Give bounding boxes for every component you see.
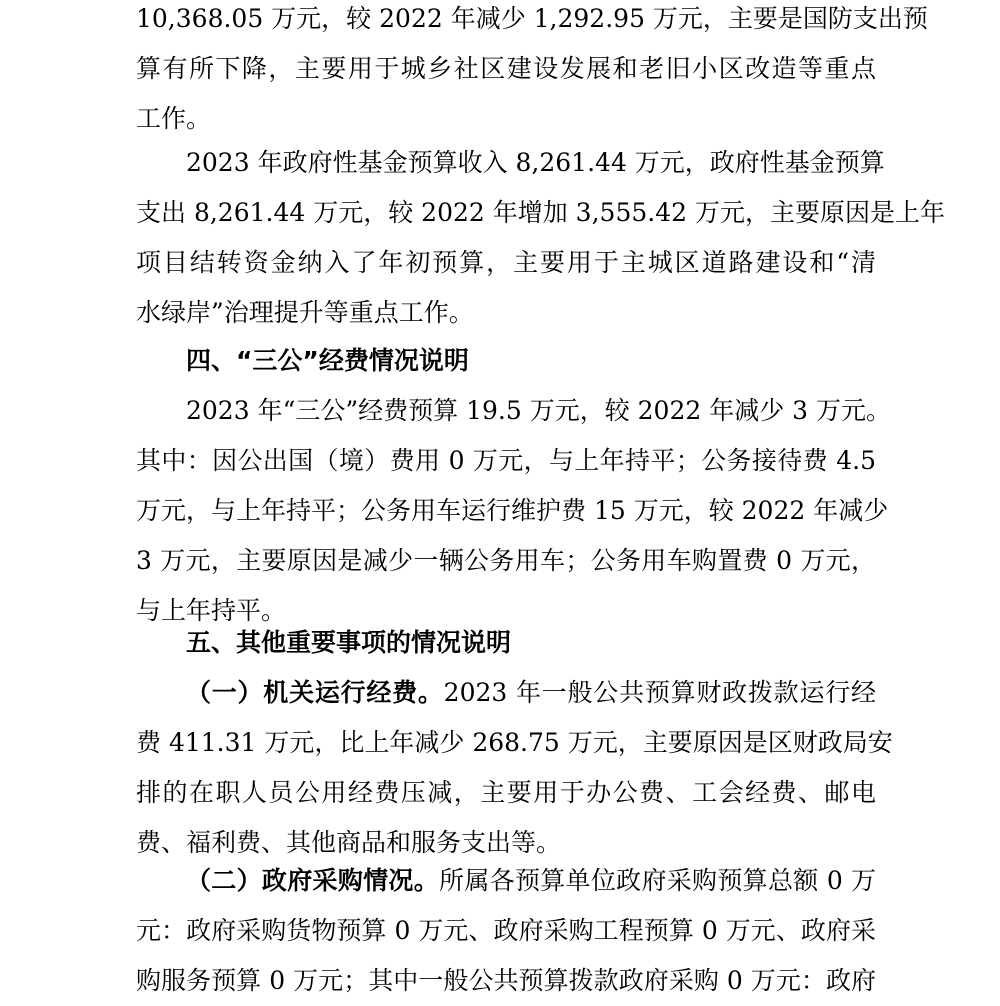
text-line: 元：政府采购货物预算 0 万元、政府采购工程预算 0 万元、政府采 [136,916,876,945]
text-line: 水绿岸”治理提升等重点工作。 [136,298,474,327]
paragraph-general-budget-tail [136,0,928,144]
text-line: 算有所下降，主要用于城乡社区建设发展和老旧小区改造等重点 [136,54,876,83]
subsection-lead: （二）政府采购情况。 [186,866,440,895]
paragraph-agency-operating-costs [136,668,893,868]
text-line: 10,368.05 万元，较 2022 年减少 1,292.95 万元，主要是国防支出预 [136,4,928,33]
text-line: 购服务预算 0 万元；其中一般公共预算拨款政府采购 0 万元：政府 [136,966,876,995]
paragraph-government-procurement [136,856,876,1006]
text-line: 万元，与上年持平；公务用车运行维护费 15 万元，较 2022 年减少 [136,496,889,525]
text-line: 2023 年政府性基金预算收入 8,261.44 万元，政府性基金预算 [186,148,885,177]
text-line: 费 411.31 万元，比上年减少 268.75 万元，主要原因是区财政局安 [136,728,893,757]
paragraph-three-public-expenses [136,386,892,636]
text-line [136,856,876,906]
text-line [136,668,876,718]
paragraph-government-fund-budget [136,138,945,338]
text-line: 费、福利费、其他商品和服务支出等。 [136,828,562,857]
section-heading-other-matters: 五、其他重要事项的情况说明 [186,628,512,657]
section-heading-three-public-expenses: 四、“三公”经费情况说明 [186,346,469,375]
text-line: 工作。 [136,104,212,133]
text-line: 与上年持平。 [136,596,287,625]
text-line: 其中：因公出国（境）费用 0 万元，与上年持平；公务接待费 4.5 [136,446,876,475]
text-line: 排的在职人员公用经费压减，主要用于办公费、工会经费、邮电 [136,778,876,807]
text-line: 项目结转资金纳入了年初预算，主要用于主城区道路建设和“清 [136,248,876,277]
text-run: 所属各预算单位政府采购预算总额 0 万 [439,866,876,895]
text-line: 2023 年“三公”经费预算 19.5 万元，较 2022 年减少 3 万元。 [186,396,892,425]
text-run: 2023 年一般公共预算财政拨款运行经 [443,678,876,707]
subsection-lead: （一）机关运行经费。 [186,678,444,707]
text-line: 支出 8,261.44 万元，较 2022 年增加 3,555.42 万元，主要原因是上年 [136,198,945,227]
text-line: 3 万元，主要原因是减少一辆公务用车；公务用车购置费 0 万元， [136,546,876,575]
